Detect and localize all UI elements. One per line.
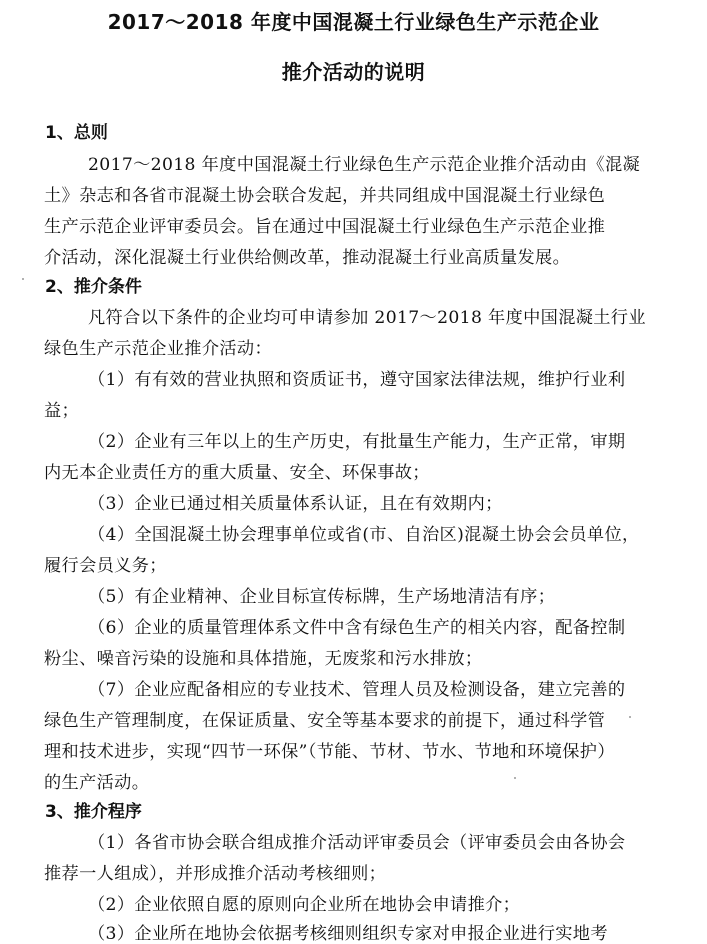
scan-speck xyxy=(629,716,631,718)
procedure-1-line-2: 推荐一人组成），并形成推介活动考核细则； xyxy=(44,864,387,884)
document-title-line-2: 推介活动的说明 xyxy=(281,60,426,84)
procedure-2-line-1: （2）企业依照自愿的原则向企业所在地协会申请推介； xyxy=(88,895,521,915)
section-3-heading: 3、推介程序 xyxy=(45,802,142,822)
section-1-line-3: 生产示范企业评审委员会。旨在通过中国混凝土行业绿色生产示范企业推 xyxy=(44,217,606,237)
procedure-1-line-1: （1）各省市协会联合组成推介活动评审委员会（评审委员会由各协会 xyxy=(88,833,626,853)
section-1-line-1: 2017～2018 年度中国混凝土行业绿色生产示范企业推介活动由《混凝 xyxy=(88,155,641,175)
condition-6-line-2: 粉尘、噪音污染的设施和具体措施，无废浆和污水排放； xyxy=(44,649,483,669)
section-2-heading: 2、推介条件 xyxy=(45,277,142,297)
section-1-heading: 1、总则 xyxy=(45,123,108,143)
condition-1-line-1: （1）有有效的营业执照和资质证书，遵守国家法律法规，维护行业利 xyxy=(88,370,626,390)
section-2-intro-line-1: 凡符合以下条件的企业均可申请参加 2017～2018 年度中国混凝土行业 xyxy=(88,308,646,328)
condition-5-line-1: （5）有企业精神、企业目标宣传标牌，生产场地清洁有序； xyxy=(88,587,556,607)
condition-6-line-1: （6）企业的质量管理体系文件中含有绿色生产的相关内容，配备控制 xyxy=(88,618,626,638)
condition-7-line-1: （7）企业应配备相应的专业技术、管理人员及检测设备，建立完善的 xyxy=(88,680,626,700)
condition-2-line-2: 内无本企业责任方的重大质量、安全、环保事故； xyxy=(44,463,430,483)
document-title-line-1: 2017～2018 年度中国混凝土行业绿色生产示范企业 xyxy=(107,10,600,34)
condition-4-line-2: 履行会员义务； xyxy=(44,556,167,576)
scan-speck xyxy=(22,278,24,280)
condition-3-line-1: （3）企业已通过相关质量体系认证，且在有效期内； xyxy=(88,494,503,514)
scan-speck xyxy=(514,777,516,779)
condition-2-line-1: （2）企业有三年以上的生产历史，有批量生产能力，生产正常，审期 xyxy=(88,432,626,452)
condition-7-line-4: 的生产活动。 xyxy=(44,773,150,793)
condition-1-line-2: 益； xyxy=(44,401,80,421)
condition-4-line-1: （4）全国混凝土协会理事单位或省(市、自治区)混凝土协会会员单位， xyxy=(88,525,640,545)
condition-7-line-2: 绿色生产管理制度，在保证质量、安全等基本要求的前提下，通过科学管 xyxy=(44,711,606,731)
section-1-line-4: 介活动，深化混凝土行业供给侧改革，推动混凝土行业高质量发展。 xyxy=(44,248,571,268)
section-2-intro-line-2: 绿色生产示范企业推介活动： xyxy=(44,339,272,359)
procedure-3-line-1: （3）企业所在地协会依据考核细则组织专家对申报企业进行实地考 xyxy=(88,924,608,944)
section-1-line-2: 土》杂志和各省市混凝土协会联合发起，并共同组成中国混凝土行业绿色 xyxy=(44,186,606,206)
condition-7-line-3: 理和技术进步，实现“四节一环保”（节能、节材、节水、节地和环境保护） xyxy=(44,742,615,762)
